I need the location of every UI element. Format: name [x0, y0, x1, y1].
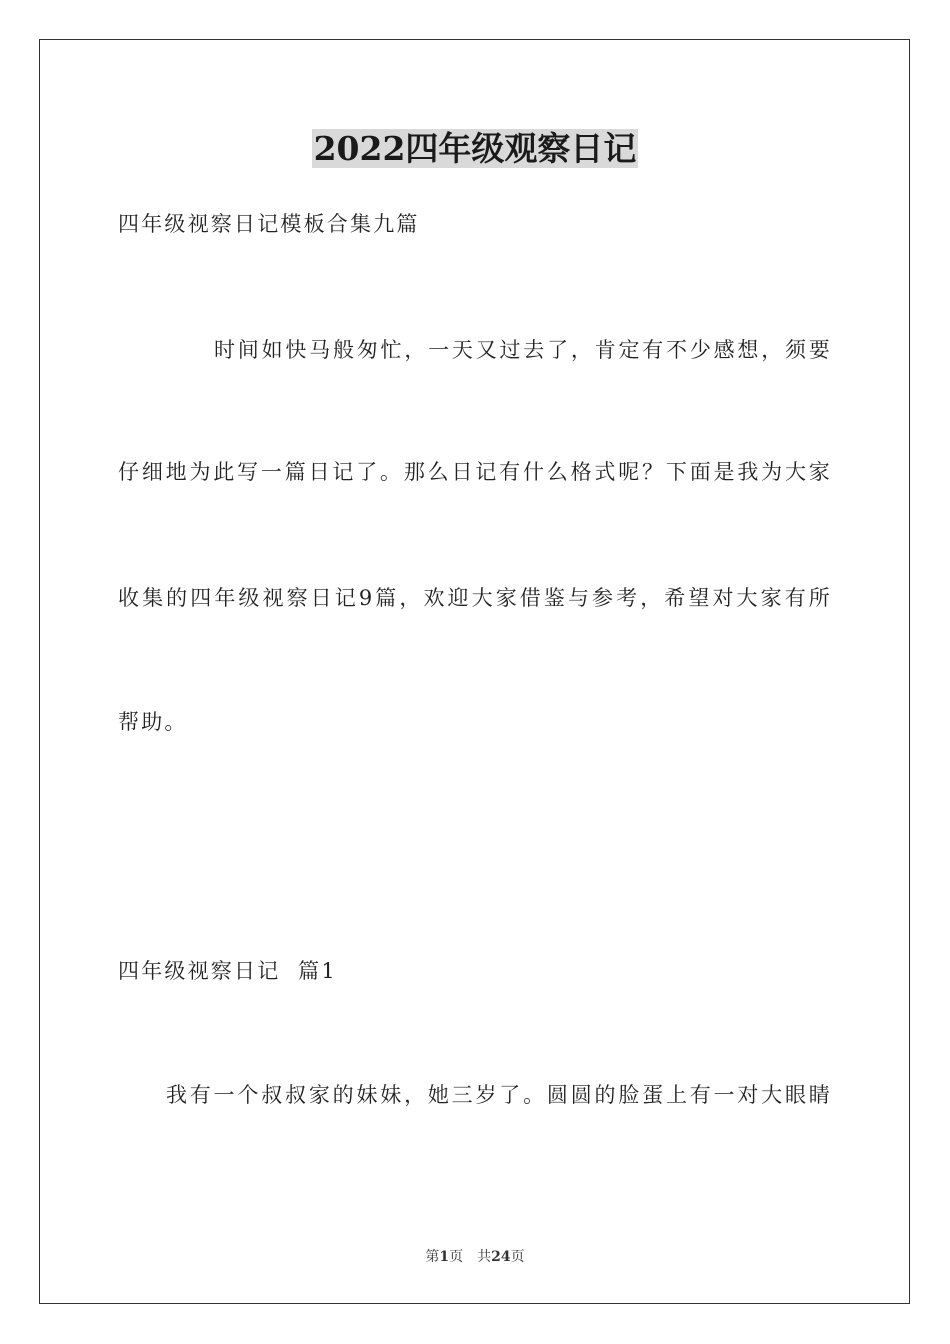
page-footer: [0, 1248, 950, 1266]
intro-line-1: 时间如快马般匆忙，一天又过去了，肯定有不少感想，须要: [214, 338, 832, 362]
document-subtitle: 四年级视察日记模板合集九篇: [118, 212, 420, 236]
footer-page-total: 24: [491, 1249, 511, 1265]
intro-line-2: 仔细地为此写一篇日记了。那么日记有什么格式呢？下面是我为大家: [118, 460, 832, 484]
footer-total-prefix: 共: [477, 1249, 492, 1265]
footer-page-prefix: 第: [425, 1249, 440, 1265]
intro-line-4: 帮助。: [118, 710, 188, 734]
footer-total-suffix: 页: [510, 1249, 525, 1265]
section-heading: 四年级视察日记 篇1: [118, 959, 337, 983]
footer-page-current: 1: [439, 1249, 450, 1265]
section-first-line: 我有一个叔叔家的妹妹，她三岁了。圆圆的脸蛋上有一对大眼睛: [166, 1083, 832, 1107]
document-title-text: 2022四年级观察日记: [313, 129, 637, 168]
document-title: [0, 126, 950, 172]
intro-line-3: 收集的四年级视察日记9篇，欢迎大家借鉴与参考，希望对大家有所: [118, 586, 832, 610]
footer-page-suffix: 页: [449, 1249, 464, 1265]
